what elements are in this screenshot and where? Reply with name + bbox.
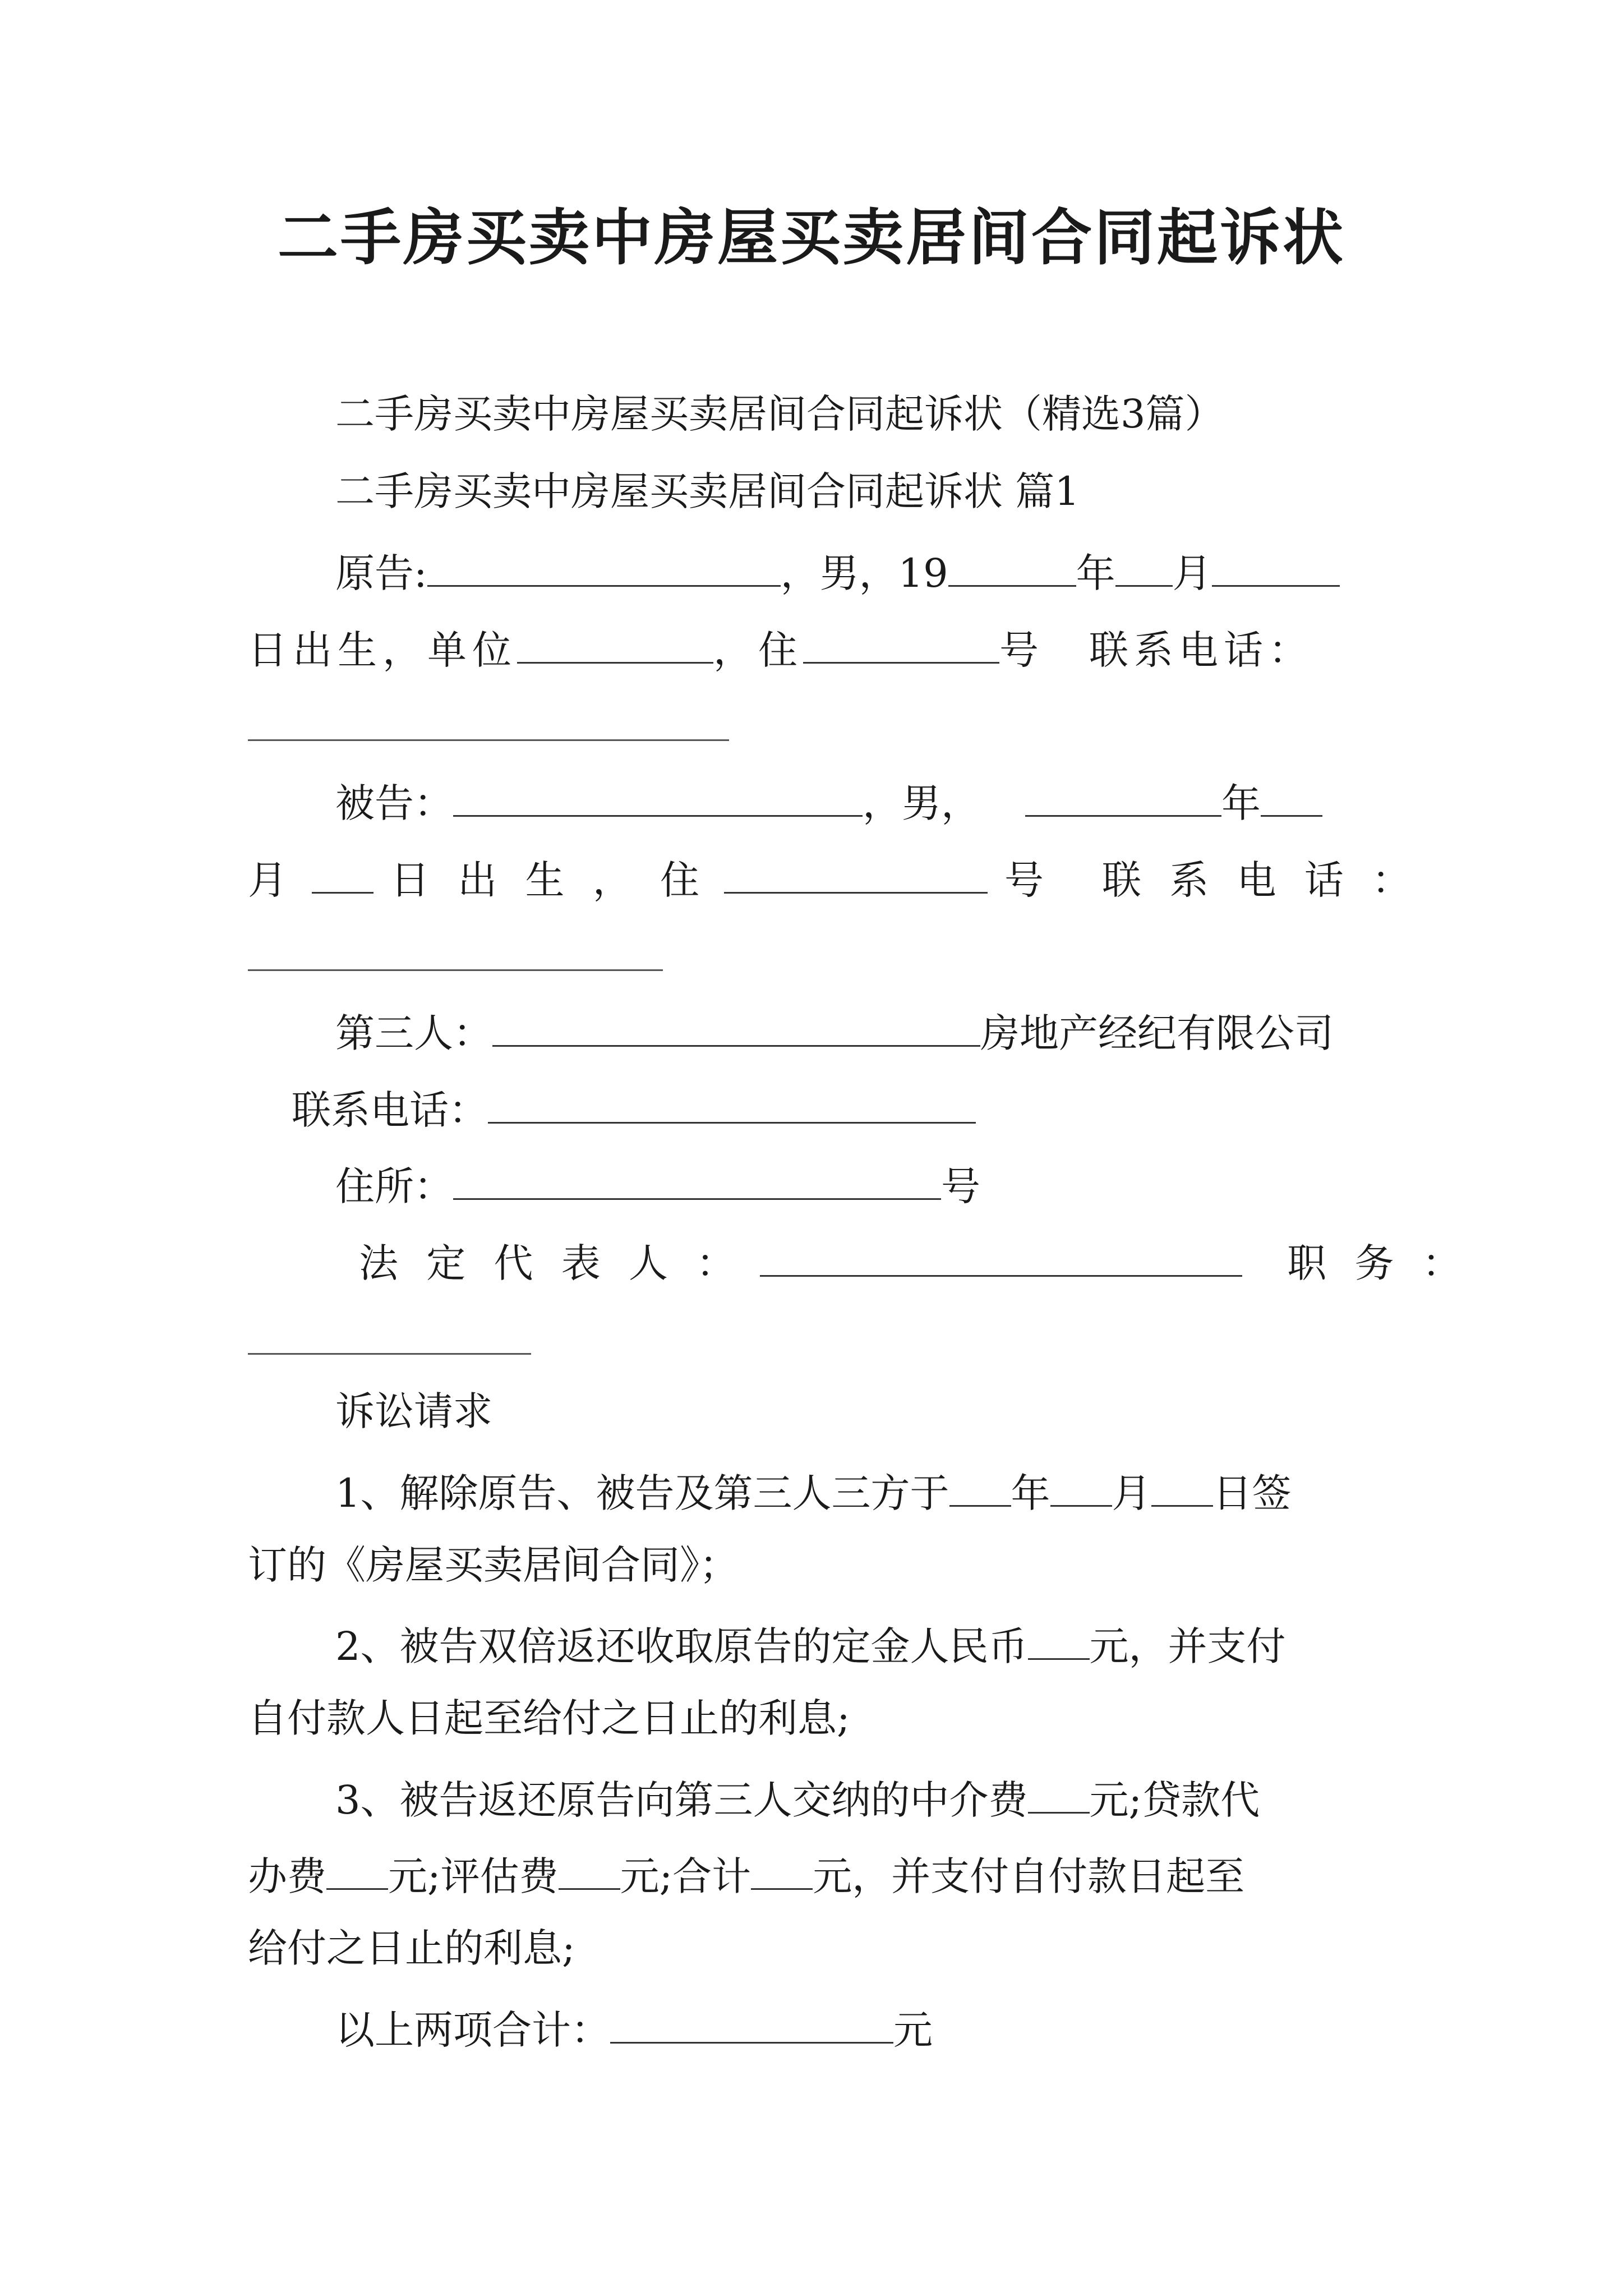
plaintiff-phone-label: 联系电话： — [1089, 627, 1313, 673]
claim-1-line-2: 订的《房屋买卖居间合同》； — [248, 1542, 739, 1588]
defendant-line-1 — [335, 771, 1322, 830]
plaintiff-residence-blank — [803, 618, 999, 664]
plaintiff-line-2 — [248, 618, 1313, 677]
claim-1-year: 年 — [1011, 1470, 1050, 1516]
document-title: 二手房买卖中房屋买卖居间合同起诉状 — [277, 203, 1345, 273]
claim-1-day: 日签 — [1212, 1470, 1292, 1516]
plaintiff-phone-blank — [248, 739, 729, 741]
claim-1-month: 月 — [1112, 1470, 1151, 1516]
plaintiff-month-blank — [1115, 541, 1173, 587]
legal-rep-label: 法 定 代 表 人 ： — [359, 1240, 744, 1286]
claim-3-yuan-3: 元;合计 — [620, 1853, 751, 1899]
claim-1-month-blank — [1050, 1461, 1112, 1507]
document-subtitle: 二手房买卖中房屋买卖居间合同起诉状（精选3篇） — [335, 391, 1224, 437]
claim-2-amount-blank — [1028, 1614, 1090, 1660]
claim-3-loan-fee: 办费 — [248, 1853, 326, 1899]
claim-3-loan-blank — [326, 1844, 388, 1890]
defendant-phone-blank — [248, 969, 663, 971]
third-party-address-label: 住所： — [335, 1163, 453, 1209]
defendant-birth-residence: 日 出 生 ， 住 — [390, 857, 708, 903]
plaintiff-label: 原告: — [335, 550, 427, 596]
claim-2-text: 2、被告双倍返还收取原告的定金人民币 — [335, 1623, 1028, 1669]
third-party-address-line — [335, 1154, 980, 1213]
third-party-line — [335, 1001, 1334, 1060]
claim-1-line-1 — [335, 1461, 1292, 1520]
defendant-residence-blank — [724, 848, 988, 894]
defendant-phone-label: 联 系 电 话 ： — [1102, 857, 1419, 903]
defendant-label: 被告： — [335, 780, 453, 826]
defendant-month-blank — [1261, 771, 1322, 817]
plaintiff-month: 月 — [1172, 550, 1212, 596]
third-party-address-blank — [453, 1154, 941, 1200]
plaintiff-residence: ，住 — [713, 627, 803, 673]
third-party-phone-blank — [488, 1078, 976, 1124]
claim-3-appraisal-blank — [559, 1844, 620, 1890]
defendant-number: 号 — [1004, 857, 1052, 903]
defendant-year-blank — [1025, 771, 1221, 817]
defendant-year: 年 — [1221, 780, 1261, 826]
legal-rep-blank — [760, 1231, 1242, 1277]
claim-3-fee-blank — [1028, 1768, 1090, 1814]
defendant-line-2 — [248, 848, 1419, 907]
claim-3-yuan-1: 元;贷款代 — [1089, 1777, 1260, 1823]
plaintiff-year-blank — [948, 541, 1076, 587]
claim-2-yuan: 元，并支付 — [1089, 1623, 1286, 1669]
total-unit: 元 — [893, 2007, 933, 2053]
claim-3-line-2 — [248, 1844, 1244, 1903]
plaintiff-unit-blank — [517, 618, 713, 664]
legal-rep-line — [359, 1231, 1469, 1290]
total-label: 以上两项合计： — [335, 2007, 610, 2053]
section-heading: 二手房买卖中房屋买卖居间合同起诉状 篇1 — [335, 468, 1080, 514]
defendant-gender: ，男， — [863, 780, 980, 826]
third-party-name-blank — [492, 1001, 980, 1047]
plaintiff-year: 年 — [1076, 550, 1115, 596]
third-party-phone-label: 联系电话： — [292, 1087, 488, 1133]
claim-3-text: 3、被告返还原告向第三人交纳的中介费 — [335, 1777, 1028, 1823]
claim-3-line-3: 给付之日止的利息; — [248, 1925, 575, 1971]
defendant-month: 月 — [248, 857, 295, 903]
plaintiff-day-blank — [1212, 541, 1340, 587]
defendant-day-blank — [312, 848, 374, 894]
claims-heading: 诉讼请求 — [335, 1388, 492, 1434]
claim-3-line-1 — [335, 1768, 1260, 1827]
plaintiff-name-blank — [427, 541, 781, 587]
third-party-company-suffix: 房地产经纪有限公司 — [980, 1010, 1334, 1056]
total-line — [335, 1998, 933, 2057]
position-blank — [248, 1353, 531, 1355]
plaintiff-number: 号 — [999, 627, 1044, 673]
claim-3-total-blank — [751, 1844, 813, 1890]
third-party-address-suffix: 号 — [941, 1163, 980, 1209]
defendant-name-blank — [453, 771, 863, 817]
position-label: 职 务 ： — [1287, 1240, 1469, 1286]
third-party-label: 第三人： — [335, 1010, 492, 1056]
third-party-phone-line — [292, 1078, 976, 1137]
claim-2-line-1 — [335, 1614, 1286, 1673]
plaintiff-gender: ，男，19 — [780, 550, 948, 596]
plaintiff-line-1 — [335, 541, 1340, 600]
claim-1-text: 1、解除原告、被告及第三人三方于 — [335, 1470, 949, 1516]
plaintiff-birth-unit: 日出生，单位 — [248, 627, 517, 673]
claim-1-day-blank — [1151, 1461, 1213, 1507]
claim-1-year-blank — [949, 1461, 1011, 1507]
claim-3-yuan-2: 元;评估费 — [388, 1853, 559, 1899]
claim-3-yuan-4: 元，并支付自付款日起至 — [813, 1853, 1245, 1899]
claim-2-line-2: 自付款人日起至给付之日止的利息; — [248, 1695, 850, 1741]
total-blank — [610, 1998, 893, 2044]
